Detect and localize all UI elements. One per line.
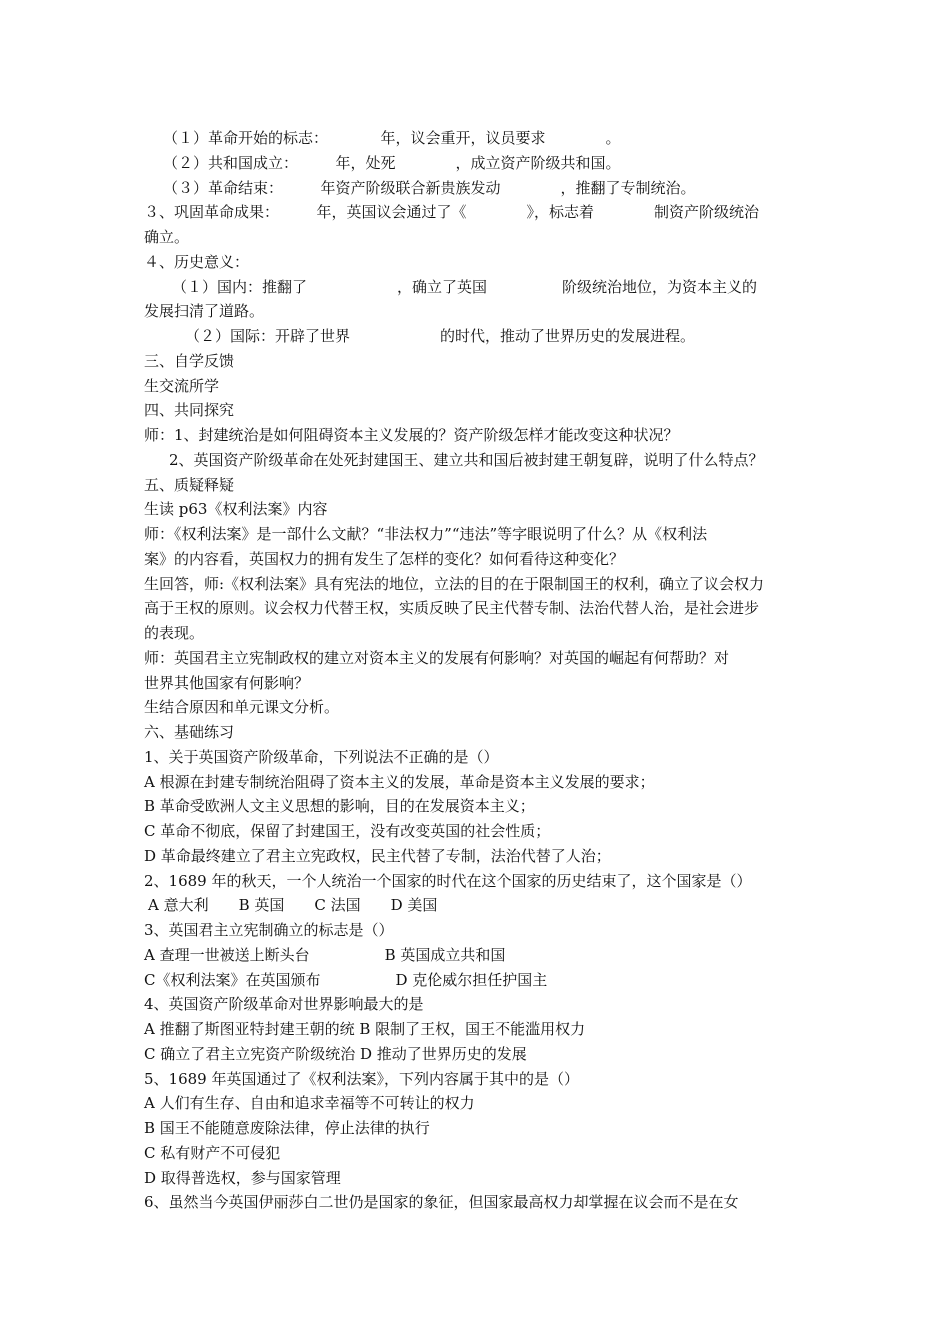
- text-line: 确立。: [144, 228, 190, 246]
- text-line: 高于王权的原则。议会权力代替王权，实质反映了民主代替专制、法治代替人治，是社会进步: [144, 599, 760, 617]
- text-line: 的表现。: [144, 624, 205, 642]
- text-line: 六、基础练习: [144, 723, 235, 741]
- text-line: （２）共和国成立： 年，处死 ，成立资产阶级共和国。: [163, 154, 621, 172]
- text-line: ３、巩固革命成果： 年，英国议会通过了《 》，标志着 制资产阶级统治: [144, 203, 760, 221]
- text-line: 生结合原因和单元课文分析。: [144, 698, 340, 716]
- text-line: 三、自学反馈: [144, 352, 235, 370]
- text-line: （２）国际：开辟了世界 的时代，推动了世界历史的发展进程。: [185, 327, 696, 345]
- text-line: A 推翻了斯图亚特封建王朝的统 B 限制了王权，国王不能滥用权力: [144, 1020, 586, 1038]
- text-line: 发展扫清了道路。: [144, 302, 265, 320]
- text-line: D 取得普选权，参与国家管理: [144, 1169, 341, 1187]
- text-line: 3、英国君主立宪制确立的标志是（）: [144, 921, 394, 939]
- text-line: A 意大利 B 英国 C 法国 D 美国: [148, 896, 438, 914]
- text-line: 5、1689 年英国通过了《权利法案》，下列内容属于其中的是（）: [144, 1070, 579, 1088]
- text-line: C 确立了君主立宪资产阶级统治 D 推动了世界历史的发展: [144, 1045, 527, 1063]
- text-line: ４、历史意义：: [144, 253, 250, 271]
- text-line: 师：《权利法案》是一部什么文献？“非法权力”“违法”等字眼说明了什么？从《权利法: [144, 525, 708, 543]
- text-line: 四、共同探究: [144, 401, 235, 419]
- text-line: C 革命不彻底，保留了封建国王，没有改变英国的社会性质；: [144, 822, 551, 840]
- text-line: （１）革命开始的标志： 年，议会重开，议员要求 。: [163, 129, 621, 147]
- text-line: A 根源在封建专制统治阻碍了资本主义的发展，革命是资本主义发展的要求；: [144, 773, 655, 791]
- text-line: D 革命最终建立了君主立宪政权，民主代替了专制，法治代替了人治；: [144, 847, 611, 865]
- text-line: B 革命受欧洲人文主义思想的影响，目的在发展资本主义；: [144, 797, 535, 815]
- text-line: 6、虽然当今英国伊丽莎白二世仍是国家的象征，但国家最高权力却掌握在议会而不是在女: [144, 1193, 739, 1211]
- text-line: 师：英国君主立宪制政权的建立对资本主义的发展有何影响？对英国的崛起有何帮助？对: [144, 649, 730, 667]
- text-line: C《权利法案》在英国颁布 D 克伦威尔担任护国主: [144, 971, 548, 989]
- text-line: 2、英国资产阶级革命在处死封建国王、建立共和国后被封建王朝复辟，说明了什么特点？: [169, 451, 764, 469]
- text-line: 世界其他国家有何影响？: [144, 674, 310, 692]
- text-line: 4、英国资产阶级革命对世界影响最大的是: [144, 995, 424, 1013]
- text-line: 生回答，师:《权利法案》具有宪法的地位，立法的目的在于限制国王的权利，确立了议会权力: [144, 575, 765, 593]
- text-line: C 私有财产不可侵犯: [144, 1144, 281, 1162]
- text-line: 1、关于英国资产阶级革命，下列说法不正确的是（）: [144, 748, 499, 766]
- text-line: （１）国内：推翻了 ，确立了英国 阶级统治地位，为资本主义的: [172, 278, 758, 296]
- text-line: A 人们有生存、自由和追求幸福等不可转让的权力: [144, 1094, 475, 1112]
- text-line: 2、1689 年的秋天，一个人统治一个国家的时代在这个国家的历史结束了，这个国家是（）: [144, 872, 752, 890]
- text-line: （３）革命结束： 年资产阶级联合新贵族发动 ，推翻了专制统治。: [163, 179, 696, 197]
- text-line: 生交流所学: [144, 377, 220, 395]
- text-line: A 查理一世被送上断头台 B 英国成立共和国: [144, 946, 506, 964]
- text-line: 五、质疑释疑: [144, 476, 235, 494]
- text-line: 生读 p63《权利法案》内容: [144, 500, 328, 518]
- text-line: B 国王不能随意废除法律，停止法律的执行: [144, 1119, 430, 1137]
- text-line: 师：1、封建统治是如何阻碍资本主义发展的？资产阶级怎样才能改变这种状况？: [144, 426, 679, 444]
- text-line: 案》的内容看，英国权力的拥有发生了怎样的变化？如何看待这种变化？: [144, 550, 625, 568]
